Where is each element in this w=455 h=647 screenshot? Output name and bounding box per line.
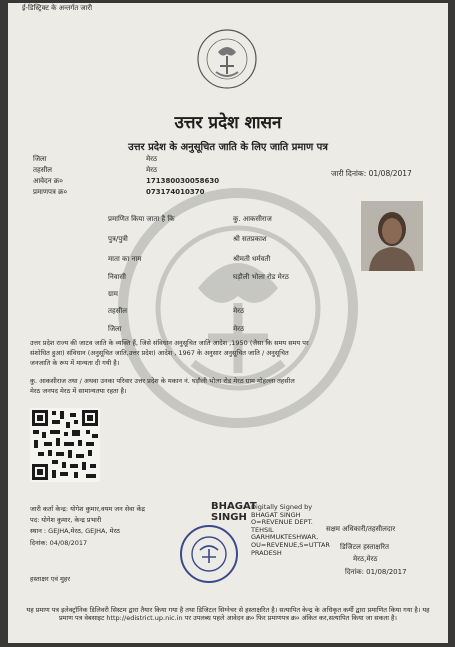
digital-signer-first: BHAGAT	[211, 501, 257, 512]
body-text-line: संशोधित हुआ) संविधान (अनुसूचित जाति,उत्तर प्रदेश) आदेश , 1967 के अनुसार अनुसूचित जाति / अनुसूचित	[30, 349, 289, 357]
field-value-resident: घड़ौली भोला रोड मेरठ	[233, 273, 289, 281]
field-value-name: कु. आकसीराज	[233, 215, 272, 223]
certificate-title: उत्तर प्रदेश शासन	[174, 113, 282, 133]
digital-signer-last: SINGH	[211, 512, 247, 523]
meta-value-district: मेरठ	[146, 155, 158, 163]
meta-label-district: जिला	[33, 155, 47, 163]
officer-signed: डिजिटल हस्ताक्षरित	[340, 543, 389, 551]
officer-place: मेरठ,मेरठ	[353, 555, 378, 563]
field-value-mother: श्रीमती धर्मवती	[233, 255, 271, 263]
body-text-line: जनजाति के रूप में मान्यता दी गयी है।	[30, 359, 120, 367]
field-label-tehsil: तहसील	[108, 307, 127, 315]
field-label-district: जिला	[108, 325, 122, 333]
meta-label-certificate-no: प्रमाणपत्र क्र०	[33, 188, 68, 196]
officer-title: सक्षम अधिकारी/तहसीलदार	[326, 525, 396, 533]
certificate-subtitle: उत्तर प्रदेश के अनुसूचित जाति के लिए जाति प्रमाण पत्र	[128, 142, 328, 153]
digital-signer-name	[211, 501, 257, 523]
certificate-page	[8, 3, 448, 643]
field-value-tehsil: मेरठ	[233, 307, 245, 315]
meta-value-tehsil: मेरठ	[146, 166, 158, 174]
field-value-district: मेरठ	[233, 325, 245, 333]
field-label-mother: माता का नाम	[108, 255, 142, 263]
issuer-place: स्थान : GEJHA,मेरठ, GEJHA, मेरठ	[30, 527, 120, 535]
field-label-parent: पुत्र/पुत्री	[108, 235, 128, 243]
digital-signature-details: Digitally Signed by BHAGAT SINGH O=REVENUE DEPT. TEHSIL GARHMUKTESHWAR, OU=REVENUE,S=UTTAR PRADESH	[251, 503, 330, 557]
meta-value-application-no: 171380030058630	[146, 177, 220, 185]
footer-note: यह प्रमाण पत्र इलेक्ट्रॉनिक डिलिवरी सिस्टम द्वारा तैयार किया गया है तथा डिजिटल सिग्नेचर से हस्ताक्षरित है। सत्यापित केन्द्र के अधिकृत कर्मी द्वारा प्रमाणित किया गया है। यह प्रमाण पत्र वेबसाइट http://edistrict.up.nic.in पर उपलब्ध पहले आवेदन क्र० फिर प्रमाणपत्र क्र० अंकित कर,सत्यापित किया जा सकता है।	[26, 606, 430, 622]
qr-code	[30, 408, 100, 482]
meta-value-certificate-no: 073174010370	[146, 188, 205, 196]
applicant-photo	[361, 201, 423, 271]
body-text-line: कु. आकसीराज तथा / अथवा उनका परिवार उत्तर प्रदेश के मकान नं. घड़ौली भोला रोड मेरठ ग्राम मोहल्ला तहसील	[30, 377, 295, 385]
signature-label: हस्ताक्षर एवं मुहर	[30, 575, 71, 583]
issuer-date: दिनांक: 04/08/2017	[30, 539, 88, 547]
meta-label-tehsil: तहसील	[33, 166, 52, 174]
stamp-seal-icon	[178, 523, 240, 585]
field-label-resident: निवासी	[108, 273, 126, 281]
issuer-post: पद: योगेश कुमार, केन्द्र प्रभारी	[30, 516, 102, 524]
issuer-center: जारी कर्ता केन्द्र: योगेश कुमार,वयम जन सेवा केंद्र	[30, 505, 145, 513]
state-emblem-icon	[196, 28, 258, 90]
field-value-parent: श्री सतप्रकाश	[233, 235, 267, 243]
meta-label-application-no: आवेदन क्र०	[33, 177, 63, 185]
header-note: ई-डिस्ट्रिक्ट के अन्तर्गत जारी	[22, 4, 93, 12]
field-label-certified: प्रमाणित किया जाता है कि	[108, 215, 175, 223]
body-text-line: मेरठ जनपद मेरठ में सामान्यतया रहता है।	[30, 387, 127, 395]
issue-date: जारी दिनांक: 01/08/2017	[331, 169, 412, 178]
field-label-village: ग्राम	[108, 290, 118, 298]
body-text-line: उत्तर प्रदेश राज्य की जाटव जाति के व्यक्ति हैं, जिसे संविधान अनुसूचित जाति आदेश ,1950 (जैसा कि समय समय पर	[30, 339, 309, 347]
officer-date: दिनांक: 01/08/2017	[345, 568, 407, 576]
